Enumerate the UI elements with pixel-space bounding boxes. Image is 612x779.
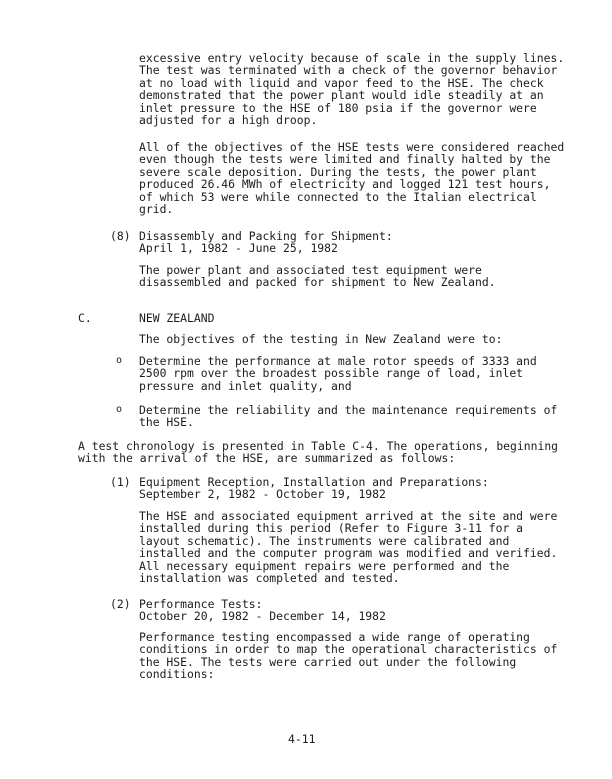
text-line: adjusted for a high droop. <box>139 113 318 128</box>
item-number-1: (1) <box>110 475 131 489</box>
text-line: All necessary equipment repairs were performed and the <box>139 558 510 573</box>
text-line: produced 26.46 MWh of electricity and logged 121 test hours, <box>139 177 551 192</box>
text-line: installation was completed and tested. <box>139 571 400 586</box>
text-line: excessive entry velocity because of scale in the supply lines. <box>139 51 565 65</box>
text-line: grid. <box>139 202 174 217</box>
section-letter: C. <box>78 311 92 325</box>
text-line: with the arrival of the HSE, are summarized as follows: <box>78 451 456 466</box>
heading-line: Disassembly and Packing for Shipment: <box>139 229 393 243</box>
date-range: April 1, 1982 - June 25, 1982 <box>139 241 338 256</box>
heading-line: Performance Tests: <box>139 597 263 611</box>
text-line: Determine the performance at male rotor speeds of 3333 and <box>139 354 537 368</box>
item-heading-performance-tests <box>139 598 519 623</box>
paragraph-chronology <box>78 439 559 466</box>
item-number-8: (8) <box>110 229 131 243</box>
bullet-icon: o <box>116 404 123 415</box>
text-line: 2500 rpm over the broadest possible range of load, inlet <box>139 366 524 381</box>
text-line: the HSE. <box>139 415 194 430</box>
text-line: demonstrated that the power plant would idle steadily at an <box>139 88 544 103</box>
date-range: October 20, 1982 - December 14, 1982 <box>139 609 386 624</box>
text-line: The HSE and associated equipment arrived at the site and were <box>139 509 558 523</box>
text-line: The objectives of the testing in New Zealand were to: <box>139 332 503 346</box>
item-heading-reception <box>139 476 519 501</box>
text-line: conditions in order to map the operational characteristics of <box>139 642 558 657</box>
text-line: conditions: <box>139 667 215 682</box>
paragraph-reception <box>139 509 558 586</box>
bullet-icon: o <box>116 355 123 366</box>
paragraph-test-termination <box>139 51 565 128</box>
objectives-intro <box>139 333 529 345</box>
text-line: A test chronology is presented in Table C-4. The operations, beginning <box>78 439 559 453</box>
text-line: severe scale deposition. During the tests, the power plant <box>139 164 537 179</box>
text-line: The test was terminated with a check of the governor behavior <box>139 63 558 78</box>
text-line: at no load with liquid and vapor feed to the HSE. The check <box>139 75 544 90</box>
text-line: installed and the computer program was modified and verified. <box>139 546 558 561</box>
text-line: the HSE. The tests were carried out under the following <box>139 654 517 669</box>
item-heading-disassembly <box>139 230 499 255</box>
text-line: All of the objectives of the HSE tests were considered reached <box>139 140 565 154</box>
text-line: of which 53 were while connected to the Italian electrical <box>139 189 537 204</box>
paragraph-performance-tests <box>139 630 558 682</box>
text-line: Determine the reliability and the maintenance requirements of <box>139 403 558 417</box>
text-line: inlet pressure to the HSE of 180 psia if the governor were <box>139 100 537 115</box>
text-line: disassembled and packed for shipment to New Zealand. <box>139 275 496 290</box>
page-number: 4-11 <box>288 732 316 746</box>
heading-line: Equipment Reception, Installation and Preparations: <box>139 475 489 489</box>
text-line: layout schematic). The instruments were calibrated and <box>139 533 510 548</box>
text-line: installed during this period (Refer to Figure 3-11 for a <box>139 521 524 536</box>
text-line: even though the tests were limited and finally halted by the <box>139 152 551 167</box>
paragraph-disassembly <box>139 264 519 289</box>
bullet-item-reliability <box>139 403 558 430</box>
text-line: Performance testing encompassed a wide range of operating <box>139 630 530 644</box>
section-title: NEW ZEALAND <box>139 311 215 325</box>
text-line: pressure and inlet quality, and <box>139 378 352 393</box>
paragraph-objectives-reached <box>139 140 565 217</box>
text-line: The power plant and associated test equipment were <box>139 263 482 277</box>
date-range: September 2, 1982 - October 19, 1982 <box>139 487 386 502</box>
item-number-2: (2) <box>110 597 131 611</box>
bullet-item-performance <box>139 354 537 393</box>
